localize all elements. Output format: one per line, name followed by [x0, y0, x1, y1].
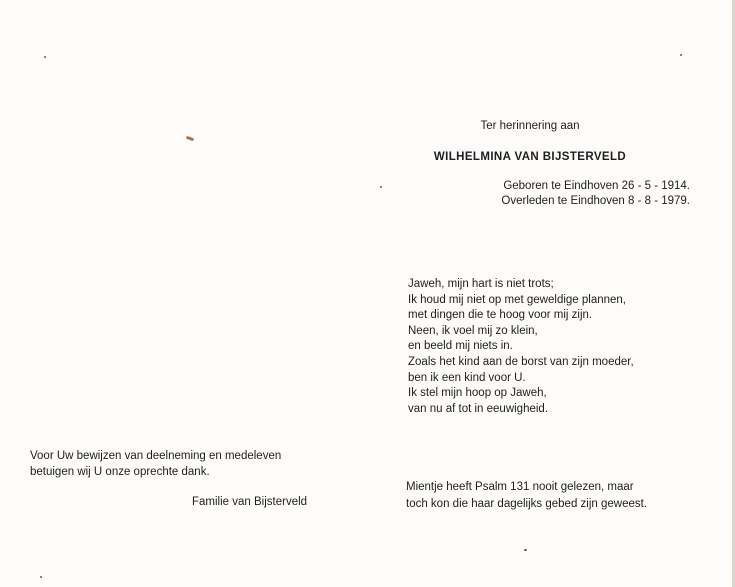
poem-line: van nu af tot in eeuwigheid.	[408, 402, 549, 415]
thanks-line: Voor Uw bewijzen van deelneming en medeleven	[30, 450, 282, 462]
paper-speck-mark	[186, 136, 195, 142]
paper-speck-mark	[680, 54, 682, 56]
death-date-line: Overleden te Eindhoven 8 - 8 - 1979.	[501, 195, 690, 207]
thanks-message	[30, 448, 281, 480]
paper-speck-mark	[524, 549, 527, 551]
deceased-name: WILHELMINA VAN BIJSTERVELD	[433, 151, 627, 163]
poem-line: Jaweh, mijn hart is niet trots;	[408, 278, 554, 290]
poem-line: Zoals het kind aan de borst van zijn moeder,	[408, 355, 634, 368]
poem-line: Ik stel mijn hoop op Jaweh,	[408, 387, 547, 400]
closing-note	[406, 479, 647, 513]
poem-line: met dingen die te hoog voor mij zijn.	[408, 309, 593, 322]
poem-line: Neen, ik voel mij zo klein,	[408, 324, 538, 337]
paper-speck-mark	[44, 56, 46, 58]
life-dates	[440, 179, 690, 209]
poem-line: en beeld mij niets in.	[408, 340, 513, 353]
poem-line: ben ik een kind voor U.	[408, 371, 526, 384]
family-signature: Familie van Bijsterveld	[192, 496, 308, 508]
paper-speck-mark	[380, 186, 382, 188]
paper-speck-mark	[40, 576, 42, 578]
note-line: Mientje heeft Psalm 131 nooit gelezen, maar	[406, 481, 634, 493]
poem-line: Ik houd mij niet op met geweldige plannen,	[408, 293, 627, 306]
note-line: toch kon die haar dagelijks gebed zijn geweest.	[406, 498, 648, 510]
birth-date-line: Geboren te Eindhoven 26 - 5 - 1914.	[503, 180, 690, 192]
thanks-line: betuigen wij U onze oprechte dank.	[30, 466, 210, 478]
intro-line: Ter herinnering aan	[480, 120, 580, 132]
poem	[408, 277, 634, 417]
